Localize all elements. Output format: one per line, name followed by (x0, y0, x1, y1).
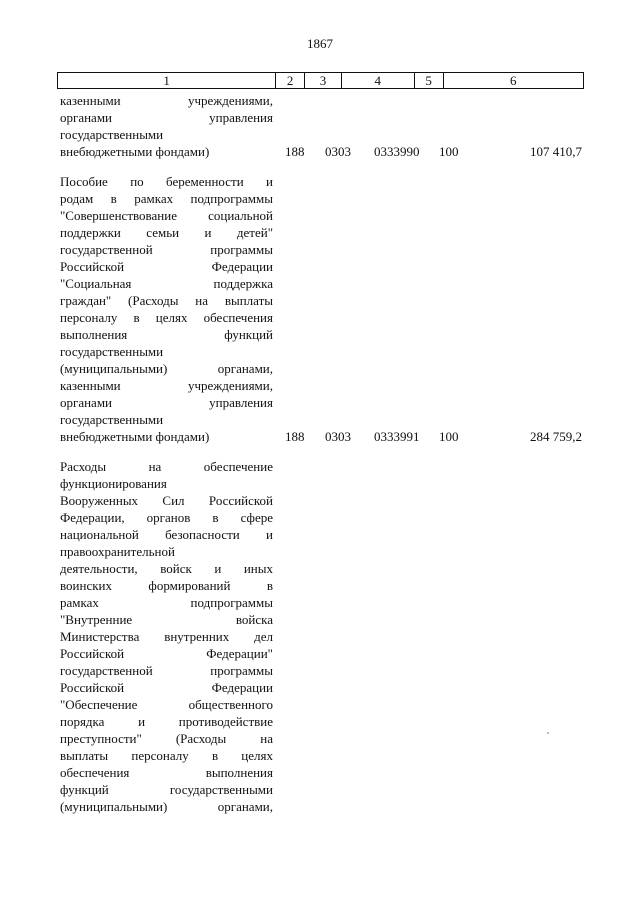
column-header-6: 6 (510, 73, 517, 88)
amount: 107 410,7 (530, 144, 582, 159)
description-line: (муниципальными) органами, (60, 361, 273, 376)
description-line: Вооруженных Сил Российской (60, 493, 273, 508)
description-line: Министерства внутренних дел (60, 629, 273, 644)
section-code: 0303 (325, 144, 351, 159)
description-line: Российской Федерации (60, 259, 273, 274)
description-line: обеспечения выполнения (60, 765, 273, 780)
description-line: преступности" (Расходы на (60, 731, 273, 746)
description-line: функций государственными (60, 782, 273, 797)
grbs-code: 188 (285, 429, 305, 444)
column-header-2: 2 (276, 73, 305, 88)
column-header-3: 3 (305, 73, 342, 88)
description-line: воинских формирований в (60, 578, 273, 593)
description-line: Российской Федерации" (60, 646, 273, 661)
amount: 284 759,2 (530, 429, 582, 444)
row-description (60, 92, 273, 160)
page-number: 1867 (307, 36, 333, 51)
description-line: органами управления (60, 110, 273, 125)
description-line: Расходы на обеспечение (60, 459, 273, 474)
description-line: органами управления (60, 395, 273, 410)
description-line: родам в рамках подпрограммы (60, 191, 273, 206)
description-line: рамках подпрограммы (60, 595, 273, 610)
expense-type-code: 100 (439, 144, 459, 159)
description-line: выполнения функций (60, 327, 273, 342)
target-article-code: 0333991 (374, 429, 420, 444)
description-line: выплаты персоналу в целях (60, 748, 273, 763)
description-line: государственными (60, 412, 164, 427)
description-line: государственными (60, 344, 164, 359)
description-line: государственной программы (60, 663, 273, 678)
description-line: государственными (60, 127, 164, 142)
target-article-code: 0333990 (374, 144, 420, 159)
description-line: деятельности, войск и иных (60, 561, 273, 576)
column-header-row (57, 72, 584, 89)
description-line: казенными учреждениями, (60, 93, 273, 108)
grbs-code: 188 (285, 144, 305, 159)
description-line: "Внутренние войска (60, 612, 273, 627)
description-line: казенными учреждениями, (60, 378, 273, 393)
description-line: граждан" (Расходы на выплаты (60, 293, 273, 308)
description-line: "Совершенствование социальной (60, 208, 273, 223)
description-line: функционирования (60, 476, 167, 491)
column-header-4: 4 (342, 73, 415, 88)
description-line: порядка и противодействие (60, 714, 273, 729)
description-line: Пособие по беременности и (60, 174, 273, 189)
scan-speck (547, 732, 549, 734)
expense-type-code: 100 (439, 429, 459, 444)
row-description (60, 173, 273, 445)
description-line: "Обеспечение общественного (60, 697, 273, 712)
description-line: поддержки семьи и детей" (60, 225, 273, 240)
description-line: внебюджетными фондами) (60, 144, 210, 159)
description-line: "Социальная поддержка (60, 276, 273, 291)
column-header-5: 5 (415, 73, 444, 88)
description-line: государственной программы (60, 242, 273, 257)
description-line: Федерации, органов в сфере (60, 510, 273, 525)
section-code: 0303 (325, 429, 351, 444)
description-line: национальной безопасности и (60, 527, 273, 542)
description-line: правоохранительной (60, 544, 175, 559)
description-line: (муниципальными) органами, (60, 799, 273, 814)
column-header-1: 1 (58, 73, 276, 88)
row-description (60, 458, 273, 815)
description-line: персоналу в целях обеспечения (60, 310, 273, 325)
description-line: внебюджетными фондами) (60, 429, 210, 444)
description-line: Российской Федерации (60, 680, 273, 695)
